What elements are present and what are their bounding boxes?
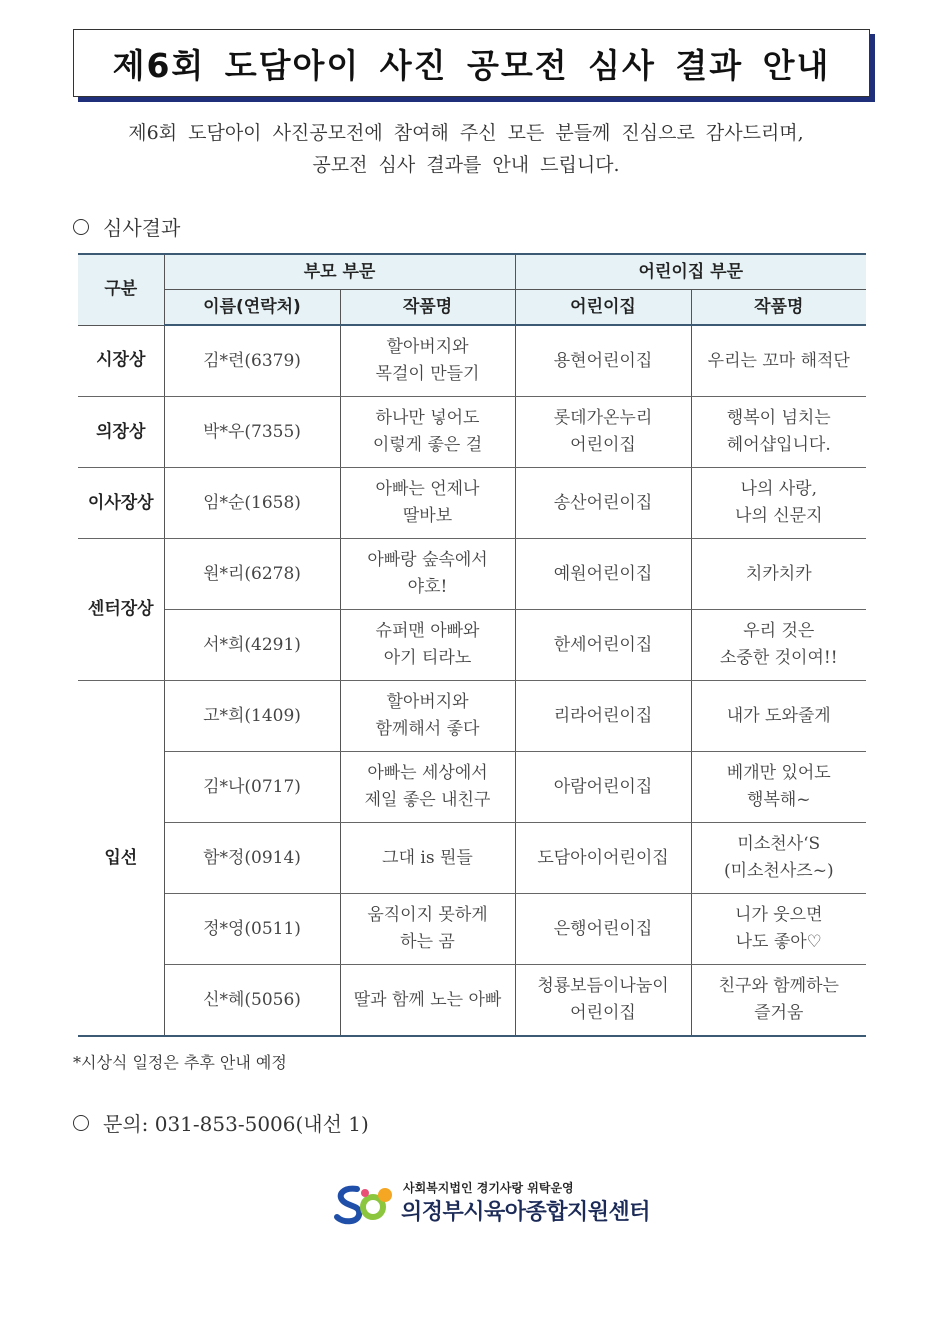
header-daycare-section: 어린이집 부문 — [515, 254, 866, 290]
cell-work: 슈퍼맨 아빠와 아기 티라노 — [340, 610, 515, 681]
cell-name: 김*나(0717) — [164, 752, 340, 823]
cell-daycare-work: 친구와 함께하는 즐거움 — [691, 965, 866, 1037]
table-row — [78, 752, 866, 823]
cell-daycare: 도담아이어린이집 — [515, 823, 691, 894]
cell-daycare-work: 우리 것은 소중한 것이여!! — [691, 610, 866, 681]
header-daycare: 어린이집 — [515, 290, 691, 326]
cell-daycare: 한세어린이집 — [515, 610, 691, 681]
cell-work: 아빠는 세상에서 제일 좋은 내친구 — [340, 752, 515, 823]
table-row — [78, 965, 866, 1037]
ceremony-note: *시상식 일정은 추후 안내 예정 — [73, 1053, 287, 1072]
logo-mark-icon — [333, 1181, 397, 1225]
cell-daycare: 아람어린이집 — [515, 752, 691, 823]
cell-work: 할아버지와 목걸이 만들기 — [340, 325, 515, 397]
cell-name: 김*련(6379) — [164, 325, 340, 397]
header-name-contact: 이름(연락처) — [164, 290, 340, 326]
cell-daycare: 청룡보듬이나눔이 어린이집 — [515, 965, 691, 1037]
cell-work: 딸과 함께 노는 아빠 — [340, 965, 515, 1037]
cell-daycare-work: 나의 사랑, 나의 신문지 — [691, 468, 866, 539]
cell-name: 함*정(0914) — [164, 823, 340, 894]
cell-daycare: 예원어린이집 — [515, 539, 691, 610]
header-daycare-work-title: 작품명 — [691, 290, 866, 326]
table-row — [78, 823, 866, 894]
table-row — [78, 397, 866, 468]
cell-name: 임*순(1658) — [164, 468, 340, 539]
cell-daycare: 롯데가온누리 어린이집 — [515, 397, 691, 468]
title-box — [73, 29, 870, 97]
page-title: 제6회 도담아이 사진 공모전 심사 결과 안내 — [112, 45, 831, 85]
cell-work: 아빠랑 숲속에서 야호! — [340, 539, 515, 610]
table-row — [78, 894, 866, 965]
intro-line-2: 공모전 심사 결과를 안내 드립니다. — [312, 154, 620, 176]
cell-work: 그대 is 뭔들 — [340, 823, 515, 894]
intro-line-1: 제6회 도담아이 사진공모전에 참여해 주신 모든 분들께 진심으로 감사드리며, — [128, 122, 804, 144]
cell-daycare-work: 미소천사‘S (미소천사즈~) — [691, 823, 866, 894]
cell-work: 할아버지와 함께해서 좋다 — [340, 681, 515, 752]
award-chair: 의장상 — [78, 397, 164, 468]
table-row — [78, 468, 866, 539]
table-row — [78, 325, 866, 397]
cell-name: 박*우(7355) — [164, 397, 340, 468]
cell-daycare: 송산어린이집 — [515, 468, 691, 539]
center-logo — [333, 1177, 663, 1227]
cell-daycare-work: 우리는 꼬마 해적단 — [691, 325, 866, 397]
cell-work: 움직이지 못하게 하는 곰 — [340, 894, 515, 965]
cell-daycare-work: 베개만 있어도 행복해~ — [691, 752, 866, 823]
cell-daycare-work: 치카치카 — [691, 539, 866, 610]
circle-bullet-icon — [73, 1115, 89, 1131]
table-row — [78, 539, 866, 610]
cell-daycare: 은행어린이집 — [515, 894, 691, 965]
header-parent-section: 부모 부문 — [164, 254, 515, 290]
table-row — [78, 610, 866, 681]
award-director: 이사장상 — [78, 468, 164, 539]
award-selected: 입선 — [78, 681, 164, 1037]
section-results — [73, 212, 180, 241]
cell-daycare-work: 니가 웃으면 나도 좋아♡ — [691, 894, 866, 965]
cell-daycare-work: 행복이 넘치는 헤어샵입니다. — [691, 397, 866, 468]
award-mayor: 시장상 — [78, 325, 164, 397]
header-work-title: 작품명 — [340, 290, 515, 326]
section-results-label: 심사결과 — [103, 216, 181, 240]
logo-subtitle: 사회복지법인 경기사랑 위탁운영 — [403, 1181, 574, 1195]
circle-bullet-icon — [73, 219, 89, 235]
contact-label: 문의: 031-853-5006(내선 1) — [103, 1112, 369, 1136]
cell-work: 아빠는 언제나 딸바보 — [340, 468, 515, 539]
table-row — [78, 681, 866, 752]
cell-daycare-work: 내가 도와줄게 — [691, 681, 866, 752]
cell-daycare: 용현어린이집 — [515, 325, 691, 397]
cell-name: 정*영(0511) — [164, 894, 340, 965]
logo-name: 의정부시육아종합지원센터 — [401, 1200, 651, 1225]
award-center: 센터장상 — [78, 539, 164, 681]
cell-name: 신*혜(5056) — [164, 965, 340, 1037]
section-contact — [73, 1108, 369, 1137]
cell-name: 고*희(1409) — [164, 681, 340, 752]
cell-daycare: 리라어린이집 — [515, 681, 691, 752]
cell-name: 원*리(6278) — [164, 539, 340, 610]
header-category: 구분 — [78, 254, 164, 325]
results-table — [78, 253, 866, 1037]
cell-name: 서*희(4291) — [164, 610, 340, 681]
cell-work: 하나만 넣어도 이렇게 좋은 걸 — [340, 397, 515, 468]
